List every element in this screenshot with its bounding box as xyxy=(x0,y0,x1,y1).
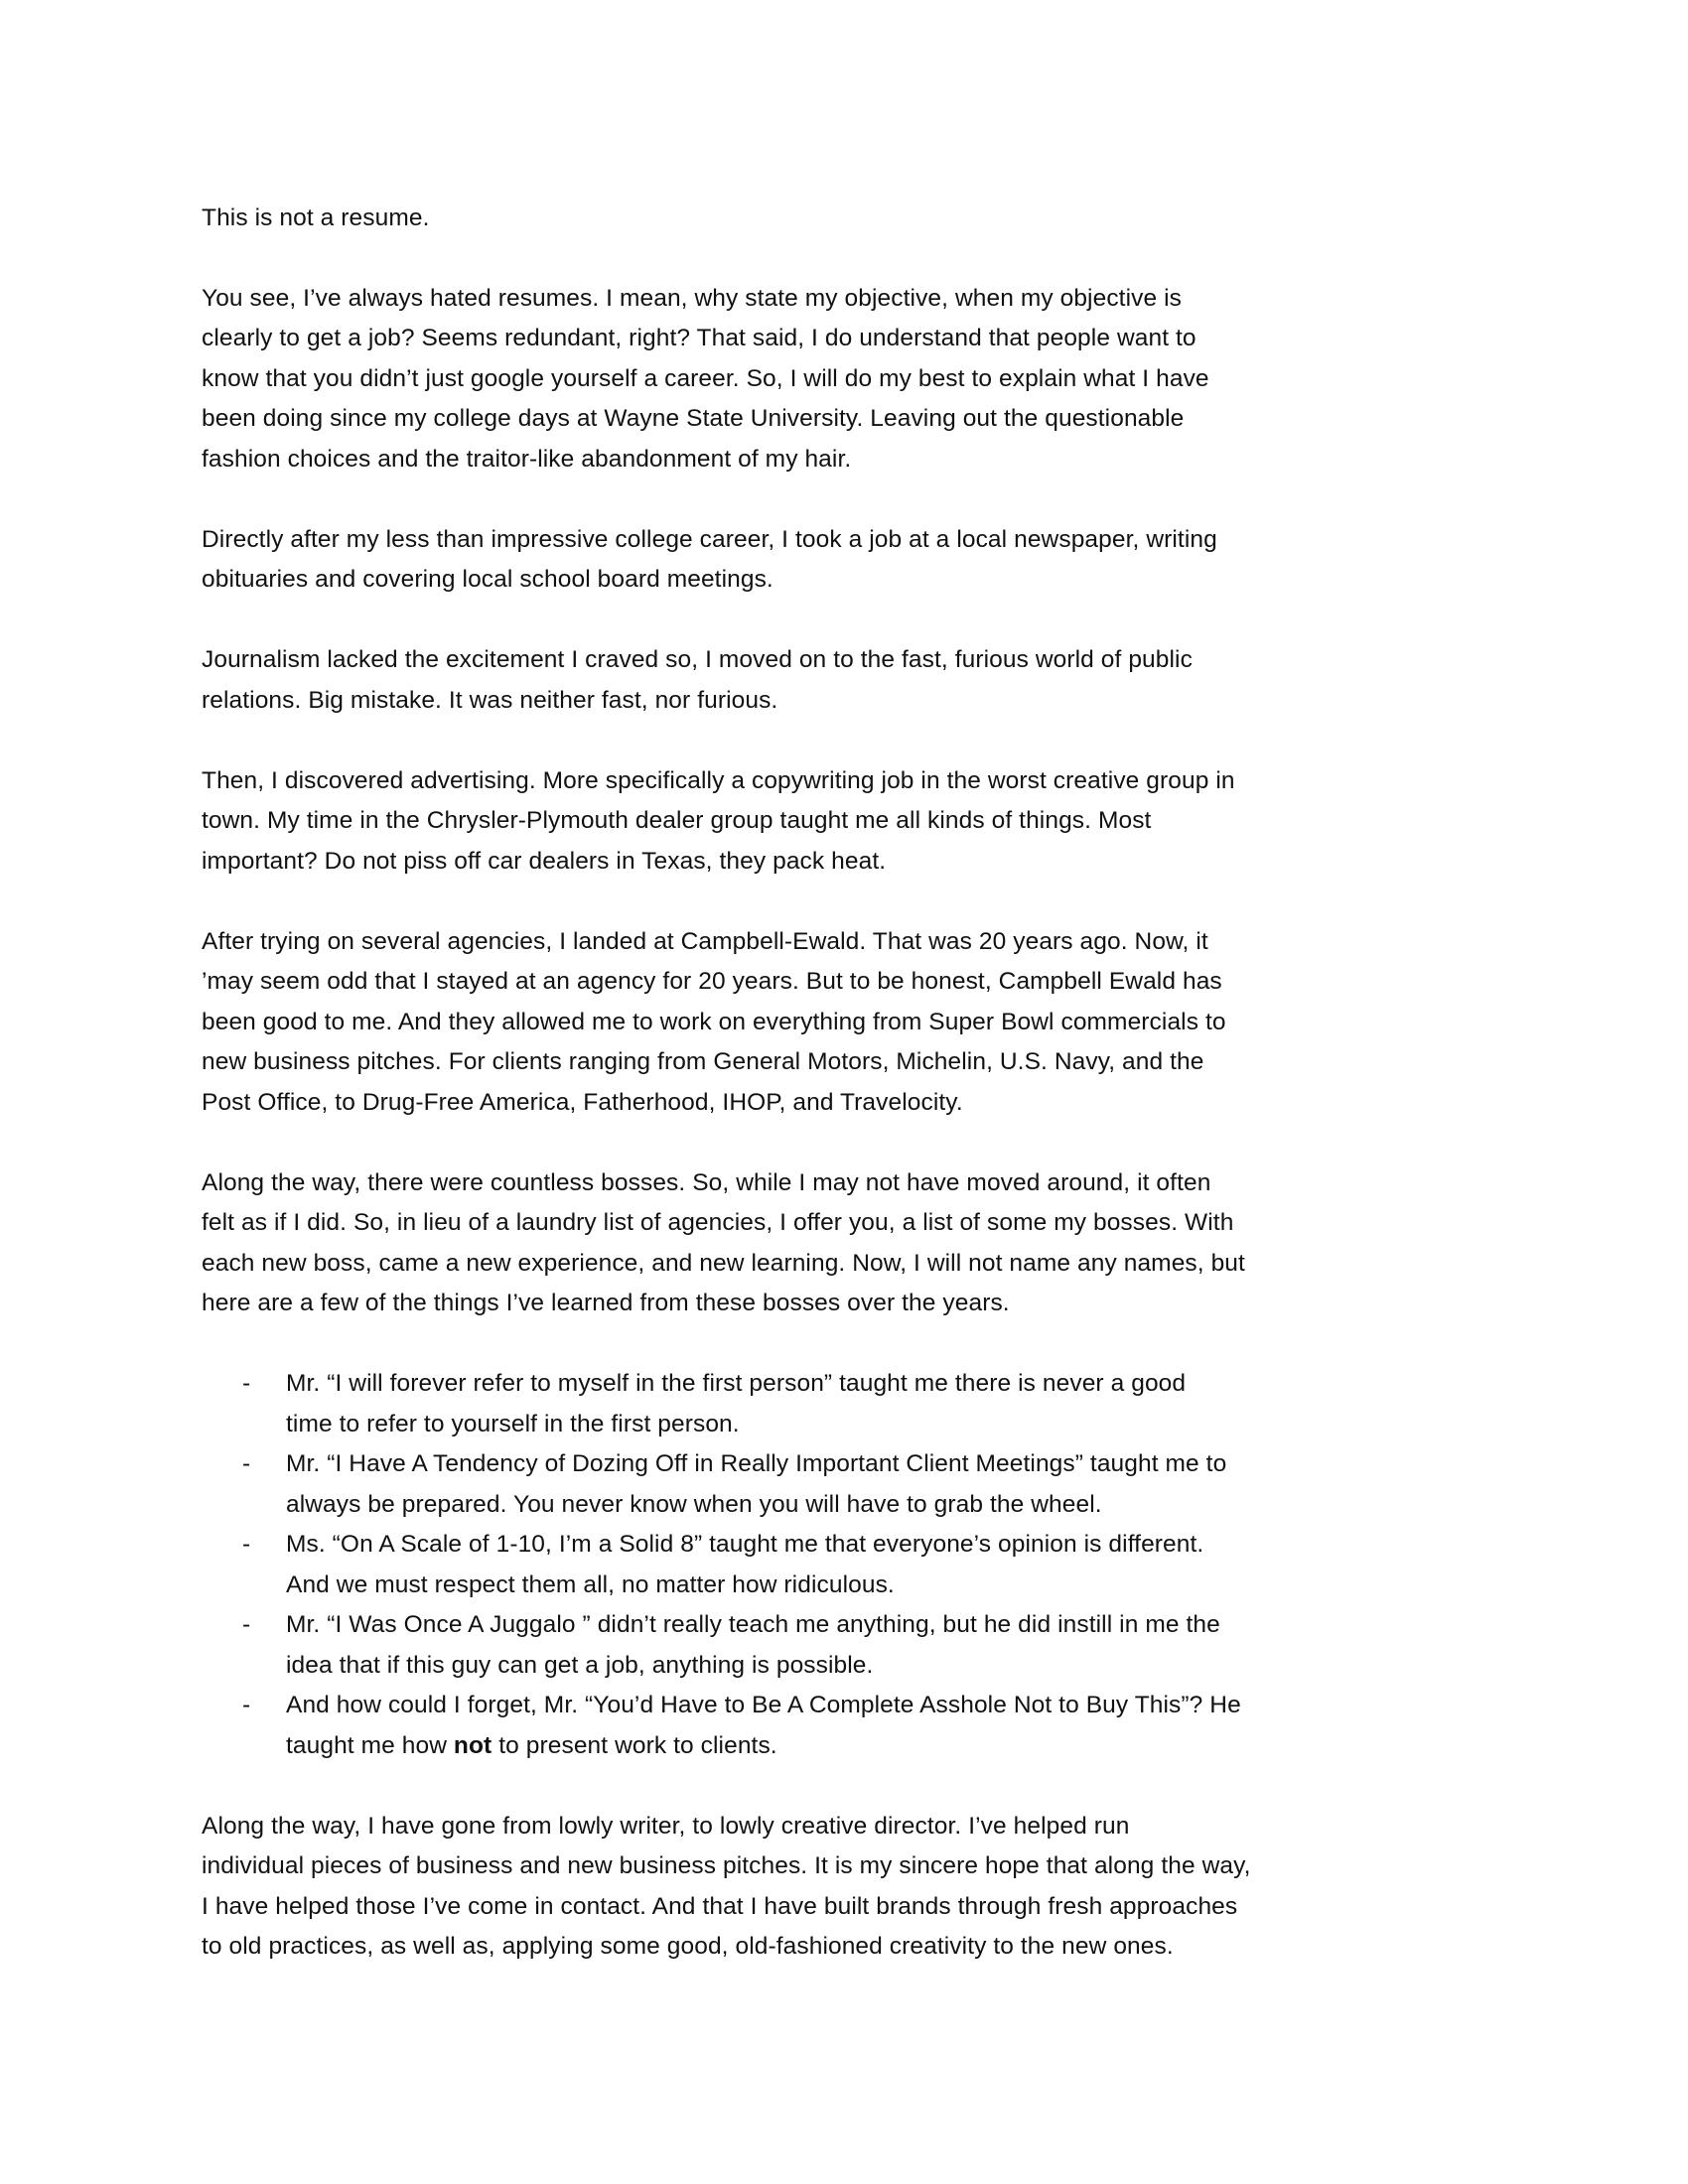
list-item-line: idea that if this guy can get a job, anything is possible. xyxy=(286,1652,874,1679)
list-item-line: Ms. “On A Scale of 1-10, I’m a Solid 8” taught me that everyone’s opinion is different. xyxy=(286,1531,1204,1558)
text-line: been doing since my college days at Wayne State University. Leaving out the questionable xyxy=(202,405,1185,432)
list-item-line: always be prepared. You never know when you will have to grab the wheel. xyxy=(286,1491,1102,1518)
text-line: know that you didn’t just google yourself a career. So, I will do my best to explain what I have xyxy=(202,365,1209,392)
list-dash-marker: - xyxy=(242,1531,251,1558)
list-item-line: time to refer to yourself in the first person. xyxy=(286,1411,740,1437)
text-line: relations. Big mistake. It was neither fast, nor furious. xyxy=(202,687,778,714)
text-line: been good to me. And they allowed me to work on everything from Super Bowl commercials to xyxy=(202,1009,1226,1035)
emphasis-not: not xyxy=(453,1732,492,1759)
text-line: Then, I discovered advertising. More specifically a copywriting job in the worst creative group in xyxy=(202,767,1235,794)
list-dash-marker: - xyxy=(242,1450,251,1477)
text-before-emphasis: taught me how xyxy=(286,1732,454,1759)
text-line: Journalism lacked the excitement I craved so, I moved on to the fast, furious world of public xyxy=(202,646,1193,673)
text-after-emphasis: to present work to clients. xyxy=(492,1732,777,1759)
text-line: town. My time in the Chrysler-Plymouth dealer group taught me all kinds of things. Most xyxy=(202,807,1152,834)
text-line: felt as if I did. So, in lieu of a laundry list of agencies, I offer you, a list of some my bosses. With xyxy=(202,1209,1234,1236)
list-dash-marker: - xyxy=(242,1611,251,1638)
text-line: fashion choices and the traitor-like abandonment of my hair. xyxy=(202,446,852,473)
text-line: Along the way, I have gone from lowly writer, to lowly creative director. I’ve helped run xyxy=(202,1813,1130,1840)
text-line: clearly to get a job? Seems redundant, right? That said, I do understand that people want to xyxy=(202,325,1196,351)
list-item-line: And how could I forget, Mr. “You’d Have to Be A Complete Asshole Not to Buy This”? He xyxy=(286,1692,1241,1718)
text-line: After trying on several agencies, I landed at Campbell-Ewald. That was 20 years ago. Now, it xyxy=(202,928,1208,955)
text-line: to old practices, as well as, applying some good, old-fashioned creativity to the new ones. xyxy=(202,1933,1174,1960)
opening-line: This is not a resume. xyxy=(202,205,430,231)
text-line: I have helped those I’ve come in contact. And that I have built brands through fresh approaches xyxy=(202,1893,1238,1920)
text-line: You see, I’ve always hated resumes. I mean, why state my objective, when my objective is xyxy=(202,285,1182,312)
text-line: Along the way, there were countless bosses. So, while I may not have moved around, it often xyxy=(202,1169,1211,1196)
list-item-line: And we must respect them all, no matter how ridiculous. xyxy=(286,1571,895,1598)
text-line: individual pieces of business and new business pitches. It is my sincere hope that along the way, xyxy=(202,1852,1251,1879)
text-line: each new boss, came a new experience, and new learning. Now, I will not name any names, but xyxy=(202,1250,1245,1277)
list-item-line: Mr. “I will forever refer to myself in the first person” taught me there is never a good xyxy=(286,1370,1187,1397)
list-dash-marker: - xyxy=(242,1370,251,1397)
list-item-line: Mr. “I Was Once A Juggalo ” didn’t really teach me anything, but he did instill in me the xyxy=(286,1611,1220,1638)
list-item-line xyxy=(286,1731,777,1761)
text-line: here are a few of the things I’ve learned from these bosses over the years. xyxy=(202,1290,1010,1316)
text-line: obituaries and covering local school board meetings. xyxy=(202,566,774,593)
list-dash-marker: - xyxy=(242,1692,251,1718)
text-line: Directly after my less than impressive college career, I took a job at a local newspaper, writing xyxy=(202,526,1217,553)
text-line: new business pitches. For clients ranging from General Motors, Michelin, U.S. Navy, and the xyxy=(202,1048,1204,1075)
text-line: Post Office, to Drug-Free America, Fatherhood, IHOP, and Travelocity. xyxy=(202,1089,963,1116)
text-line: important? Do not piss off car dealers in Texas, they pack heat. xyxy=(202,848,887,875)
list-item-line: Mr. “I Have A Tendency of Dozing Off in Really Important Client Meetings” taught me to xyxy=(286,1450,1227,1477)
text-line: ’may seem odd that I stayed at an agency for 20 years. But to be honest, Campbell Ewald has xyxy=(202,968,1222,995)
